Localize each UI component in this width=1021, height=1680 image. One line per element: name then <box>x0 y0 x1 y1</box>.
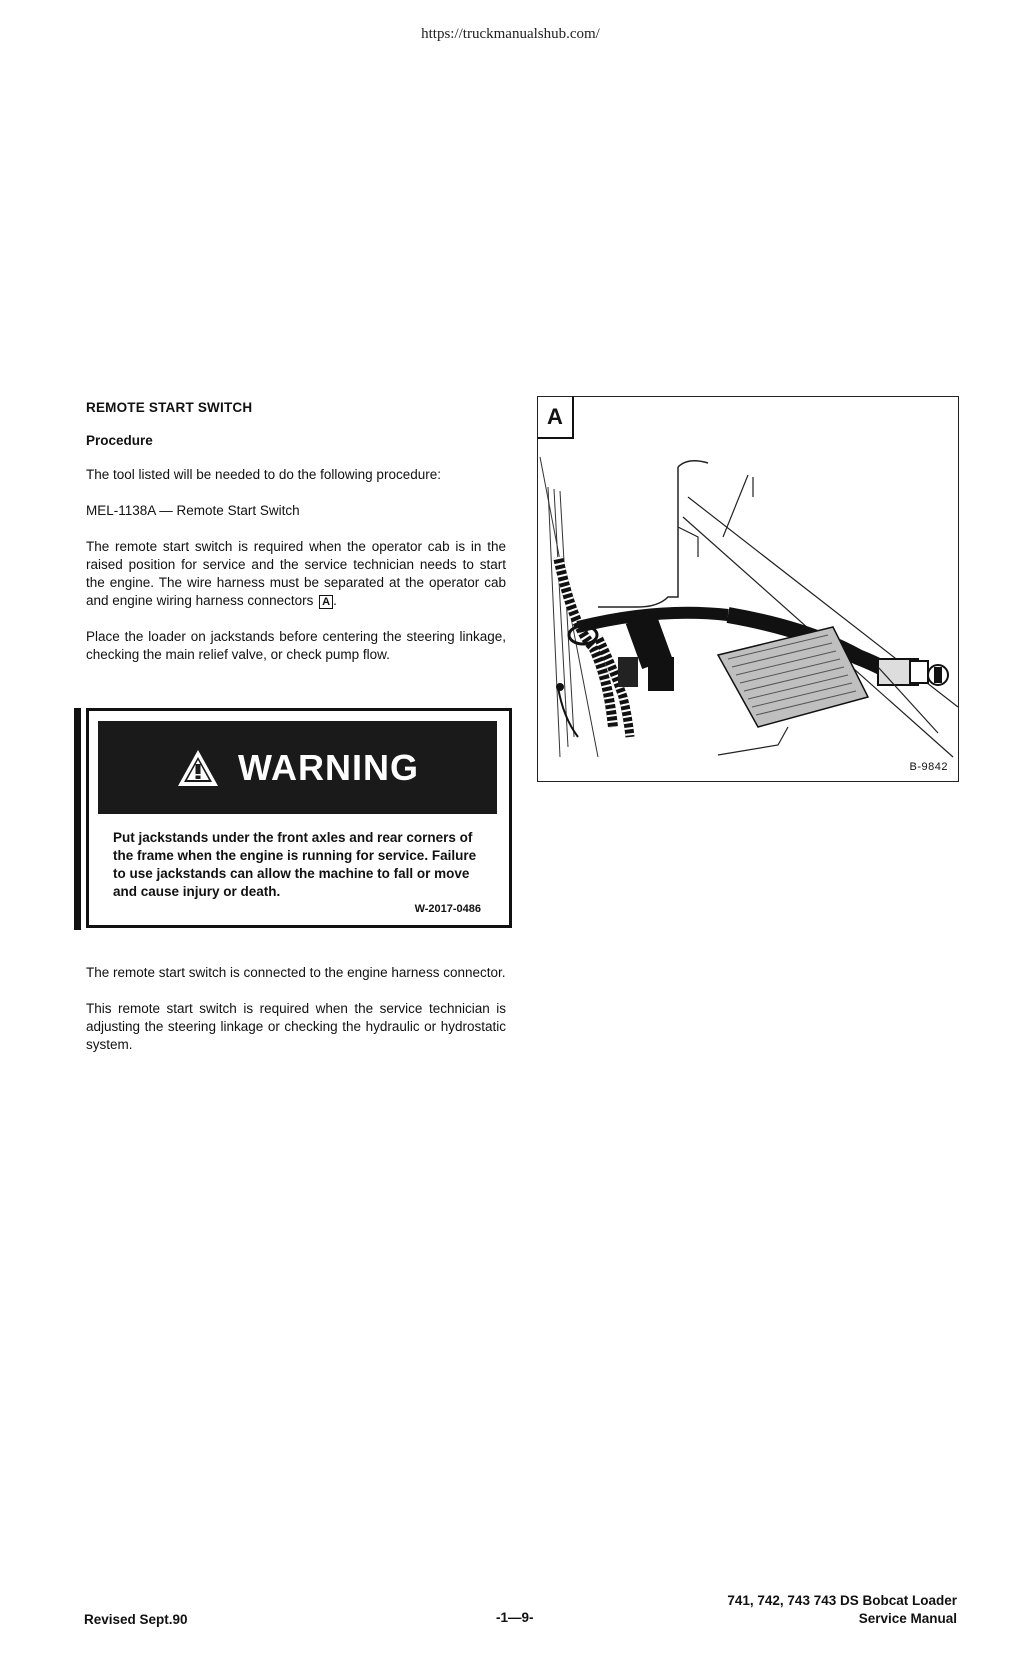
warning-text: Put jackstands under the front axles and rear corners of the frame when the engine is running for service. Failure to use jackstands can allow the machine to fall or move and cause injury or death. <box>113 830 477 899</box>
warning-box <box>86 708 512 928</box>
section-title: REMOTE START SWITCH <box>86 400 253 415</box>
figure-reference: A <box>319 595 333 609</box>
warning-code: W-2017-0486 <box>414 903 481 915</box>
model-line: 741, 742, 743 743 DS Bobcat Loader <box>727 1593 957 1608</box>
remote-switch-illustration <box>538 397 958 781</box>
jackstands-paragraph: Place the loader on jackstands before centering the steering linkage, checking the main relief valve, or check pump flow. <box>86 629 506 662</box>
warning-title: WARNING <box>238 746 419 788</box>
usage-paragraph: This remote start switch is required when the service technician is adjusting the steering linkage or checking the hydraulic or hydrostatic system. <box>86 1001 506 1052</box>
tool-intro-paragraph: The tool listed will be needed to do the following procedure: <box>86 467 441 482</box>
revision-date: Revised Sept.90 <box>84 1612 188 1627</box>
warning-side-bar <box>74 708 81 930</box>
figure-label: A <box>538 397 574 439</box>
instructions-column <box>86 400 506 682</box>
manual-title <box>727 1592 957 1628</box>
connection-paragraph: The remote start switch is connected to the engine harness connector. <box>86 965 506 980</box>
warning-panel <box>74 708 512 930</box>
subsection-title: Procedure <box>86 433 153 448</box>
figure-code: B-9842 <box>909 761 948 773</box>
page-number: -1—9- <box>496 1610 534 1625</box>
remote-switch-text: The remote start switch is required when the operator cab is in the raised position for service and the service technician needs to start the engine. The wire harness must be separated at the operator cab and engine wiring harness connectors <box>86 539 506 608</box>
figure-a <box>537 396 959 782</box>
manual-line: Service Manual <box>858 1611 957 1626</box>
tool-list-item: MEL-1138A — Remote Start Switch <box>86 503 300 518</box>
warning-header <box>98 721 497 814</box>
remote-switch-end: . <box>333 593 337 608</box>
source-url[interactable]: https://truckmanualshub.com/ <box>421 26 600 42</box>
remote-switch-paragraph <box>86 538 506 610</box>
warning-triangle-icon <box>176 748 220 788</box>
lower-column <box>86 964 506 1072</box>
